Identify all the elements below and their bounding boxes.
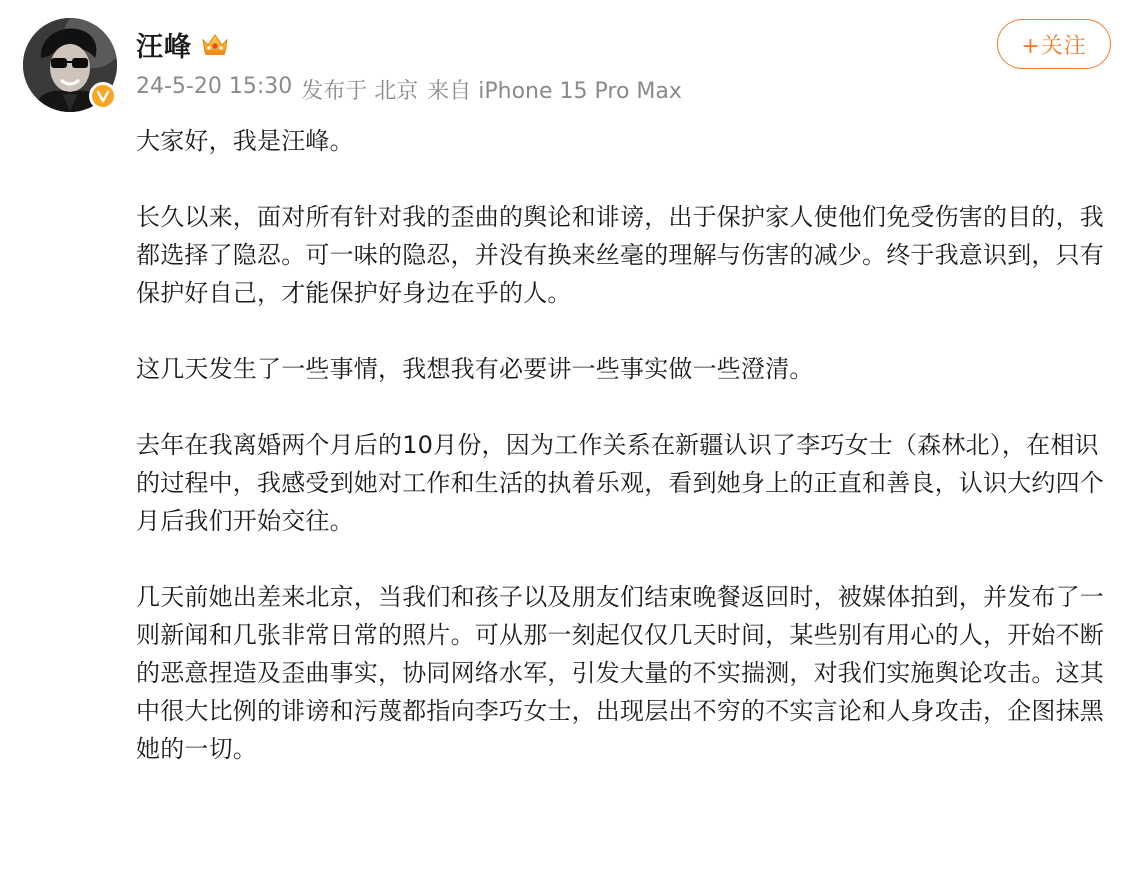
crown-icon[interactable] [200, 31, 230, 57]
post-content [136, 122, 1111, 806]
follow-button[interactable]: +关注 [997, 19, 1111, 69]
verified-v-icon [89, 82, 117, 110]
author-row [136, 26, 230, 62]
post-paragraph: 几天前她出差来北京，当我们和孩子以及朋友们结束晚餐返回时，被媒体拍到，并发布了一则新闻和几张非常日常的照片。可从那一刻起仅仅几天时间，某些别有用心的人，开始不断的恶意捏造及歪曲事实，协同网络水军，引发大量的不实揣测，对我们实施舆论攻击。这其中很大比例的诽谤和污蔑都指向李巧女士，出现层出不穷的不实言论和人身攻击，企图抹黑她的一切。 [136, 583, 1104, 763]
avatar[interactable] [23, 18, 117, 112]
post-paragraph: 去年在我离婚两个月后的10月份，因为工作关系在新疆认识了李巧女士（森林北），在相识的过程中，我感受到她对工作和生活的执着乐观，看到她身上的正直和善良，认识大约四个月后我们开始交往。 [136, 431, 1104, 535]
author-name[interactable]: 汪峰 [136, 31, 192, 63]
post-datetime[interactable]: 24-5-20 15:30 [136, 74, 293, 99]
post-source: 来自 iPhone 15 Pro Max [427, 79, 682, 104]
post-paragraph: 这几天发生了一些事情，我想我有必要讲一些事实做一些澄清。 [136, 355, 814, 383]
post-meta [136, 74, 682, 105]
post-paragraph: 大家好，我是汪峰。 [136, 127, 354, 155]
post-paragraph: 长久以来，面对所有针对我的歪曲的舆论和诽谤，出于保护家人使他们免受伤害的目的，我都选择了隐忍。可一味的隐忍，并没有换来丝毫的理解与伤害的减少。终于我意识到，只有保护好自己，才能保护好身边在乎的人。 [136, 203, 1104, 307]
post-location: 发布于 北京 [301, 79, 419, 104]
